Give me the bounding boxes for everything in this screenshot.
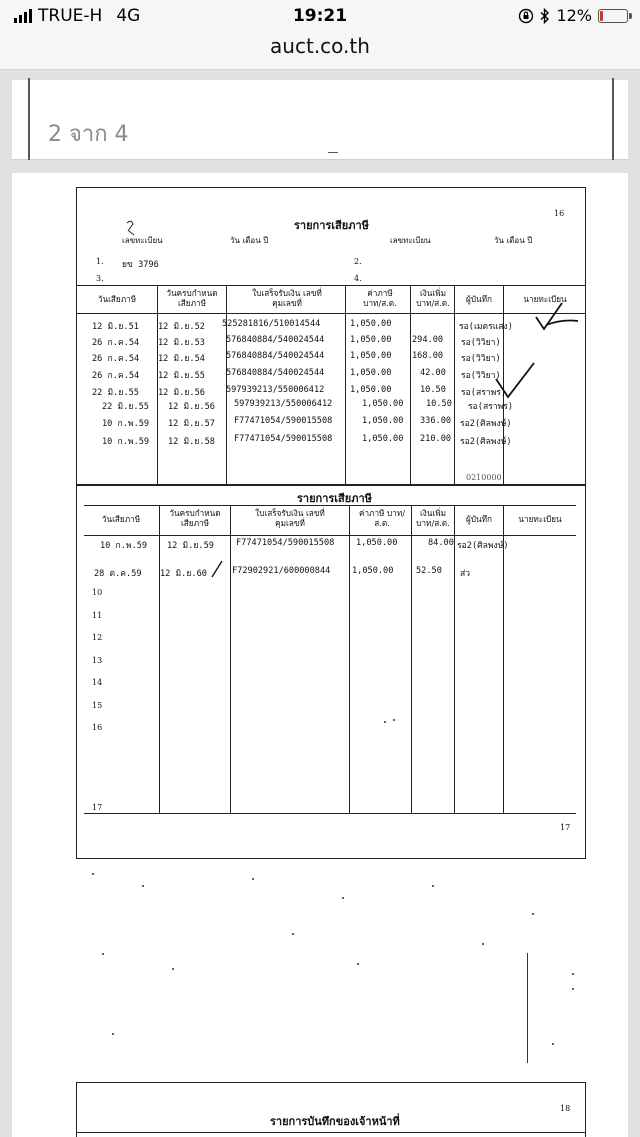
table-row: 26 ก.ค.54 [92, 371, 140, 381]
table-row: 1,050.00 [362, 399, 404, 409]
carrier-name: TRUE-H [38, 6, 103, 26]
registration-label-left: เลขทะเบียน [122, 236, 163, 245]
orientation-lock-icon [518, 8, 534, 24]
address-bar[interactable] [0, 30, 640, 70]
registrar-checkmark-icon [532, 299, 582, 339]
table-row: 12 มิ.ย.56 [168, 402, 215, 412]
table-row: 1,050.00 [362, 434, 404, 444]
header-tax: ค่าภาษี บาท/ส.ต. [363, 288, 397, 308]
table-row: 576840884/540024544 [226, 335, 325, 345]
table-row: 1,050.00 [356, 538, 398, 548]
table-row: 22 มิ.ย.55 [92, 388, 139, 398]
table-row: F77471054/590015508 [234, 416, 333, 426]
url-text[interactable]: auct.co.th [270, 34, 370, 58]
page-2 [12, 173, 628, 1123]
table-row: รอ(วิวิยา) [461, 338, 501, 348]
table-row: 597939213/550006412 [226, 385, 325, 395]
header-registrar: นายทะเบียน [523, 294, 567, 304]
table-row: 12 มิ.ย.54 [158, 354, 205, 364]
table-row: 10.50 [426, 399, 452, 409]
section-title-tax-records-2: รายการเสียภาษี [297, 492, 372, 505]
table-row: 1,050.00 [362, 416, 404, 426]
battery-percent: 12% [556, 6, 592, 25]
date-label-right: วัน เดือน ปี [494, 236, 533, 245]
battery-icon [598, 9, 628, 23]
table-row: 1,050.00 [350, 385, 392, 395]
table-row: 1,050.00 [350, 351, 392, 361]
item-1-number: 1. [96, 257, 104, 266]
line-number: 12 [92, 633, 103, 642]
line-number: 11 [92, 611, 103, 620]
date-label-left: วัน เดือน ปี [230, 236, 269, 245]
line-number: 13 [92, 656, 103, 665]
header-tax-2: ค่าภาษี บาท/ส.ต. [358, 508, 406, 528]
table-row: 12 มิ.ย.59 [167, 541, 214, 551]
bluetooth-icon [540, 8, 550, 24]
header-receipt-2: ใบเสร็จรับเงิน เลขที่คุมเลขที่ [255, 508, 325, 528]
table-row: 1,050.00 [350, 368, 392, 378]
registration-label-right: เลขทะเบียน [390, 236, 431, 245]
table-row: รอ(สราพร) [461, 388, 507, 398]
header-surcharge: เงินเพิ่ม บาท/ส.ต. [416, 288, 450, 308]
table-row: 1,050.00 [350, 319, 392, 329]
pdf-viewer[interactable] [0, 70, 640, 1137]
page-counter: 2 จาก 4 [48, 122, 129, 147]
table-row: 1,050.00 [350, 335, 392, 345]
table-row: 12 มิ.ย.60 [160, 569, 207, 579]
status-bar [0, 0, 640, 30]
section-title-officer-records: รายการบันทึกของเจ้าหน้าที่ [270, 1115, 400, 1128]
table-row: 12 มิ.ย.56 [158, 388, 205, 398]
table-row: F77471054/590015508 [236, 538, 335, 548]
table-row: 22 มิ.ย.55 [102, 402, 149, 412]
table-row: 12 มิ.ย.53 [158, 338, 205, 348]
table-row: 12 มิ.ย.52 [158, 322, 205, 332]
battery-level [600, 11, 603, 21]
line-number: 16 [92, 723, 103, 732]
page-number-17: 17 [560, 823, 571, 832]
table-row: รอ(เมตรแสง) [459, 322, 513, 332]
header-surcharge-2: เงินเพิ่ม บาท/ส.ต. [416, 508, 450, 528]
table-row: รอ2(ศิลพงษ์) [460, 419, 512, 429]
table-row: 210.00 [420, 434, 452, 444]
item-4-number: 4. [354, 274, 362, 283]
header-tax-date: วันเสียภาษี [97, 294, 137, 304]
header-due-date-2: วันครบกำหนด เสียภาษี [169, 508, 221, 528]
line-number: 17 [92, 803, 103, 812]
table-row: 52.50 [416, 566, 442, 576]
table-row: ส่ว [460, 569, 471, 579]
table-row: F77471054/590015508 [234, 434, 333, 444]
registrar-checkmark-icon [490, 359, 540, 403]
table-row: 42.00 [420, 368, 446, 378]
table-row: รอ2(ศิลพงษ์) [460, 437, 512, 447]
table-row: 336.00 [420, 416, 452, 426]
page-3 [12, 1066, 628, 1137]
table-row: 28 ต.ค.59 [94, 569, 142, 579]
table-row: 26 ก.ค.54 [92, 338, 140, 348]
header-receipt: ใบเสร็จรับเงิน เลขที่คุมเลขที่ [252, 288, 322, 308]
table-row: 525281816/510014544 [222, 319, 321, 329]
table-row: 10 ก.พ.59 [102, 419, 150, 429]
table-row: 84.00 [428, 538, 454, 548]
table-row: รอ(วิวิยา) [461, 371, 501, 381]
item-2-number: 2. [354, 257, 362, 266]
table-row: F72902921/600000844 [232, 566, 331, 576]
line-number: 10 [92, 588, 103, 597]
table-row: 12 มิ.ย.57 [168, 419, 215, 429]
table-row: 12 มิ.ย.58 [168, 437, 215, 447]
table-row: 10 ก.พ.59 [102, 437, 150, 447]
table-row: 597939213/550006412 [234, 399, 333, 409]
section-title-tax-records: รายการเสียภาษี [294, 219, 369, 232]
table-row: 10 ก.พ.59 [100, 541, 148, 551]
item-1-plate: ยข 3796 [122, 260, 159, 270]
table-row: รอ2(ศิลพงษ์) [457, 541, 509, 551]
table-row: 576840884/540024544 [226, 351, 325, 361]
table-row: 26 ก.ค.54 [92, 354, 140, 364]
header-recorder: ผู้บันทึก [466, 294, 492, 304]
page-number-18: 18 [560, 1104, 571, 1113]
table-row: 12 มิ.ย.51 [92, 322, 139, 332]
table-row: 576840884/540024544 [226, 368, 325, 378]
clock: 19:21 [292, 6, 348, 26]
stamp-fragment: 0210000 [466, 473, 502, 482]
page-number-16: 16 [554, 209, 565, 218]
table-row: 294.00 [412, 335, 444, 345]
table-row: 10.50 [420, 385, 446, 395]
table-row: 12 มิ.ย.55 [158, 371, 205, 381]
table-row: 168.00 [412, 351, 444, 361]
table-row: 1,050.00 [352, 566, 394, 576]
header-tax-date-2: วันเสียภาษี [101, 514, 141, 524]
item-3-number: 3. [96, 274, 104, 283]
table-row: รอ(สราพร) [468, 402, 514, 412]
handwritten-slash-icon [210, 559, 224, 579]
header-registrar-2: นายทะเบียน [518, 514, 562, 524]
line-number: 15 [92, 701, 103, 710]
table-row: รอ(วิวิยา) [461, 354, 501, 364]
header-recorder-2: ผู้บันทึก [466, 514, 492, 524]
header-due-date: วันครบกำหนด เสียภาษี [166, 288, 218, 308]
status-right [518, 6, 628, 25]
network-type: 4G [116, 6, 141, 26]
line-number: 14 [92, 678, 103, 687]
